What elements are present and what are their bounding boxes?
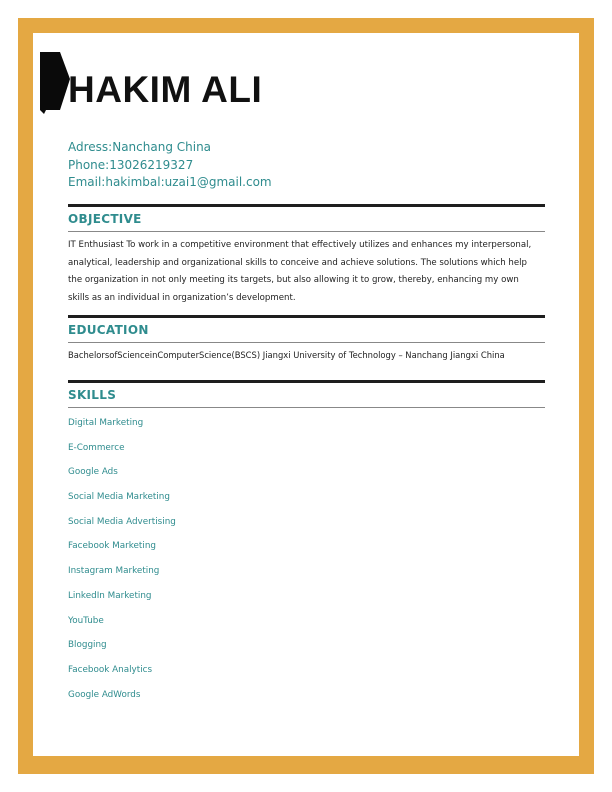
objective-section [68,204,545,307]
skill-item: Social Media Marketing [68,492,170,503]
skill-item: Facebook Marketing [68,541,156,552]
section-rule-thin [68,407,545,408]
section-rule-thin [68,342,545,343]
header-tab-marker [40,52,70,114]
skills-section [68,380,545,712]
skill-item: YouTube [68,615,104,626]
skill-item: Social Media Advertising [68,516,176,527]
skill-item: E-Commerce [68,442,125,453]
objective-text: IT Enthusiast To work in a competitive environment that effectively utilizes and enhances my interpersonal, analytical, leadership and organizational skills to conceive and achieve solutions. The solutions which help the organization in not only meeting its targets, but also allowing it to grow, thereby, enhancing my own skills as an individual in organization’s development. [68,240,532,303]
resume-page [33,33,579,756]
objective-heading: OBJECTIVE [68,212,142,226]
skill-item: Instagram Marketing [68,566,160,577]
address-text: Adress:Nanchang China [68,140,212,154]
candidate-name: HAKIM ALI [68,69,263,110]
education-heading: EDUCATION [68,323,149,337]
education-text: BachelorsofScienceinComputerScience(BSCS) Jiangxi University of Technology – Nanchang Jiangxi China [68,350,505,360]
email-text: Email:hakimbal:uzai1@gmail.com [68,175,272,189]
education-section [68,315,545,360]
section-rule-thin [68,231,545,232]
skill-item: Google AdWords [68,689,141,700]
skills-list [68,416,545,712]
phone-text: Phone:13026219327 [68,157,194,172]
page-border-frame [18,18,594,774]
skill-item: LinkedIn Marketing [68,590,152,601]
skills-heading: SKILLS [68,388,117,402]
contact-block [68,139,272,192]
skill-item: Facebook Analytics [68,664,153,675]
skill-item: Blogging [68,640,107,651]
skill-item: Digital Marketing [68,418,144,428]
skill-item: Google Ads [68,467,118,478]
